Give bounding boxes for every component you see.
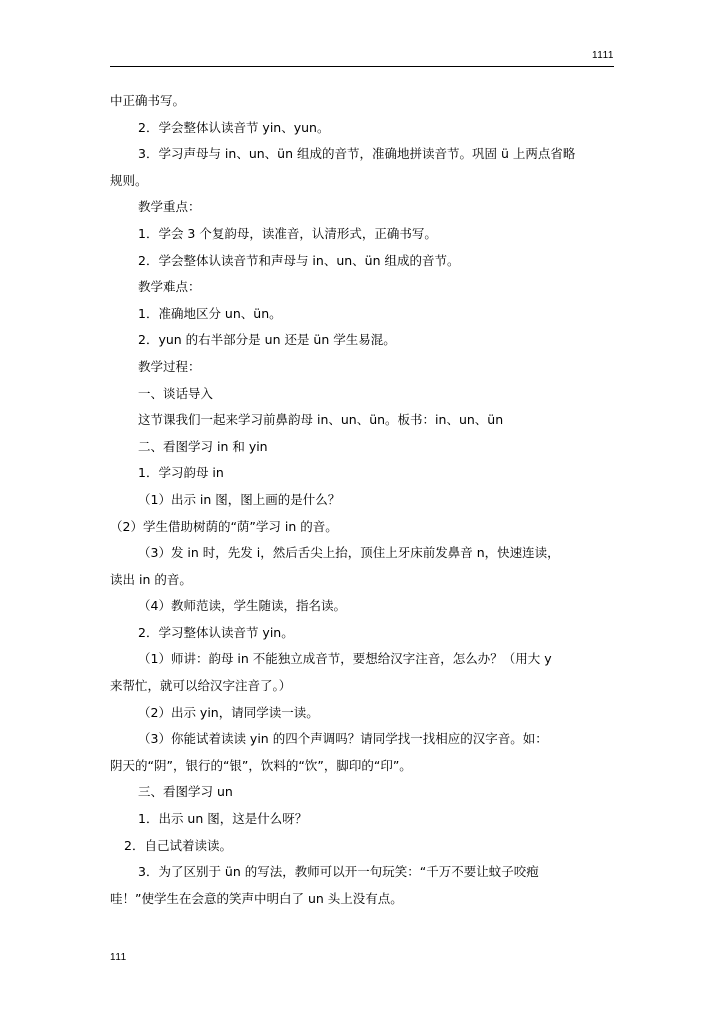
text-line: 3．学习声母与 in、un、ün 组成的音节，准确地拼读音节。巩固 ü 上两点省略 bbox=[138, 146, 576, 162]
text-line: 阴天的“阴”，银行的“银”，饮料的“饮”，脚印的“印”。 bbox=[110, 757, 412, 773]
text-line: 规则。 bbox=[110, 172, 148, 188]
text-line: 三、看图学习 un bbox=[138, 784, 233, 800]
text-line: 3．为了区别于 ün 的写法，教师可以开一句玩笑：“千万不要让蚊子咬疱 bbox=[138, 864, 539, 880]
text-line: 2．学会整体认读音节 yin、yun。 bbox=[138, 119, 330, 135]
text-line: 哇！”使学生在会意的笑声中明白了 un 头上没有点。 bbox=[110, 890, 403, 906]
text-line: 2．学会整体认读音节和声母与 in、un、ün 组成的音节。 bbox=[138, 252, 460, 268]
text-line: 2．学习整体认读音节 yin。 bbox=[138, 624, 294, 640]
header-page-number: 1111 bbox=[591, 50, 614, 61]
text-line: （2）学生借助树荫的“荫”学习 in 的音。 bbox=[110, 518, 338, 534]
header-rule bbox=[110, 66, 614, 67]
text-line: （3）发 in 时，先发 i，然后舌尖上抬，顶住上牙床前发鼻音 n，快速连读， bbox=[138, 545, 560, 561]
text-line: 2．自己试着读读。 bbox=[124, 837, 232, 853]
text-line: 读出 in 的音。 bbox=[110, 571, 192, 587]
text-line: 1．准确地区分 un、ün。 bbox=[138, 305, 282, 321]
footer-page-number: 111 bbox=[110, 952, 127, 963]
text-line: （2）出示 yin，请同学读一读。 bbox=[138, 704, 319, 720]
text-line: 教学重点： bbox=[138, 199, 201, 215]
text-line: 一、谈话导入 bbox=[138, 385, 214, 401]
text-line: 教学难点： bbox=[138, 279, 201, 295]
text-line: 2．yun 的右半部分是 un 还是 ün 学生易混。 bbox=[138, 332, 396, 348]
text-line: （3）你能试着读读 yin 的四个声调吗？请同学找一找相应的汉字音。如： bbox=[138, 731, 548, 747]
text-line: （1）师讲：韵母 in 不能独立成音节，要想给汉字注音，怎么办？（用大 y bbox=[138, 651, 552, 667]
text-line: 1．学习韵母 in bbox=[138, 465, 224, 481]
text-line: 中正确书写。 bbox=[110, 93, 186, 108]
document-body bbox=[110, 88, 622, 912]
text-line: 教学过程： bbox=[138, 358, 201, 374]
text-line: （4）教师范读，学生随读，指名读。 bbox=[138, 598, 346, 614]
text-line: 来帮忙，就可以给汉字注音了。） bbox=[110, 678, 292, 694]
text-line: 1．学会 3 个复韵母，读准音，认清形式，正确书写。 bbox=[138, 225, 437, 241]
text-line: 这节课我们一起来学习前鼻韵母 in、un、ün。板书：in、un、ün bbox=[138, 412, 504, 428]
text-line: 1．出示 un 图，这是什么呀？ bbox=[138, 811, 308, 827]
text-line: （1）出示 in 图，图上画的是什么？ bbox=[138, 491, 341, 507]
text-line: 二、看图学习 in 和 yin bbox=[138, 438, 268, 454]
